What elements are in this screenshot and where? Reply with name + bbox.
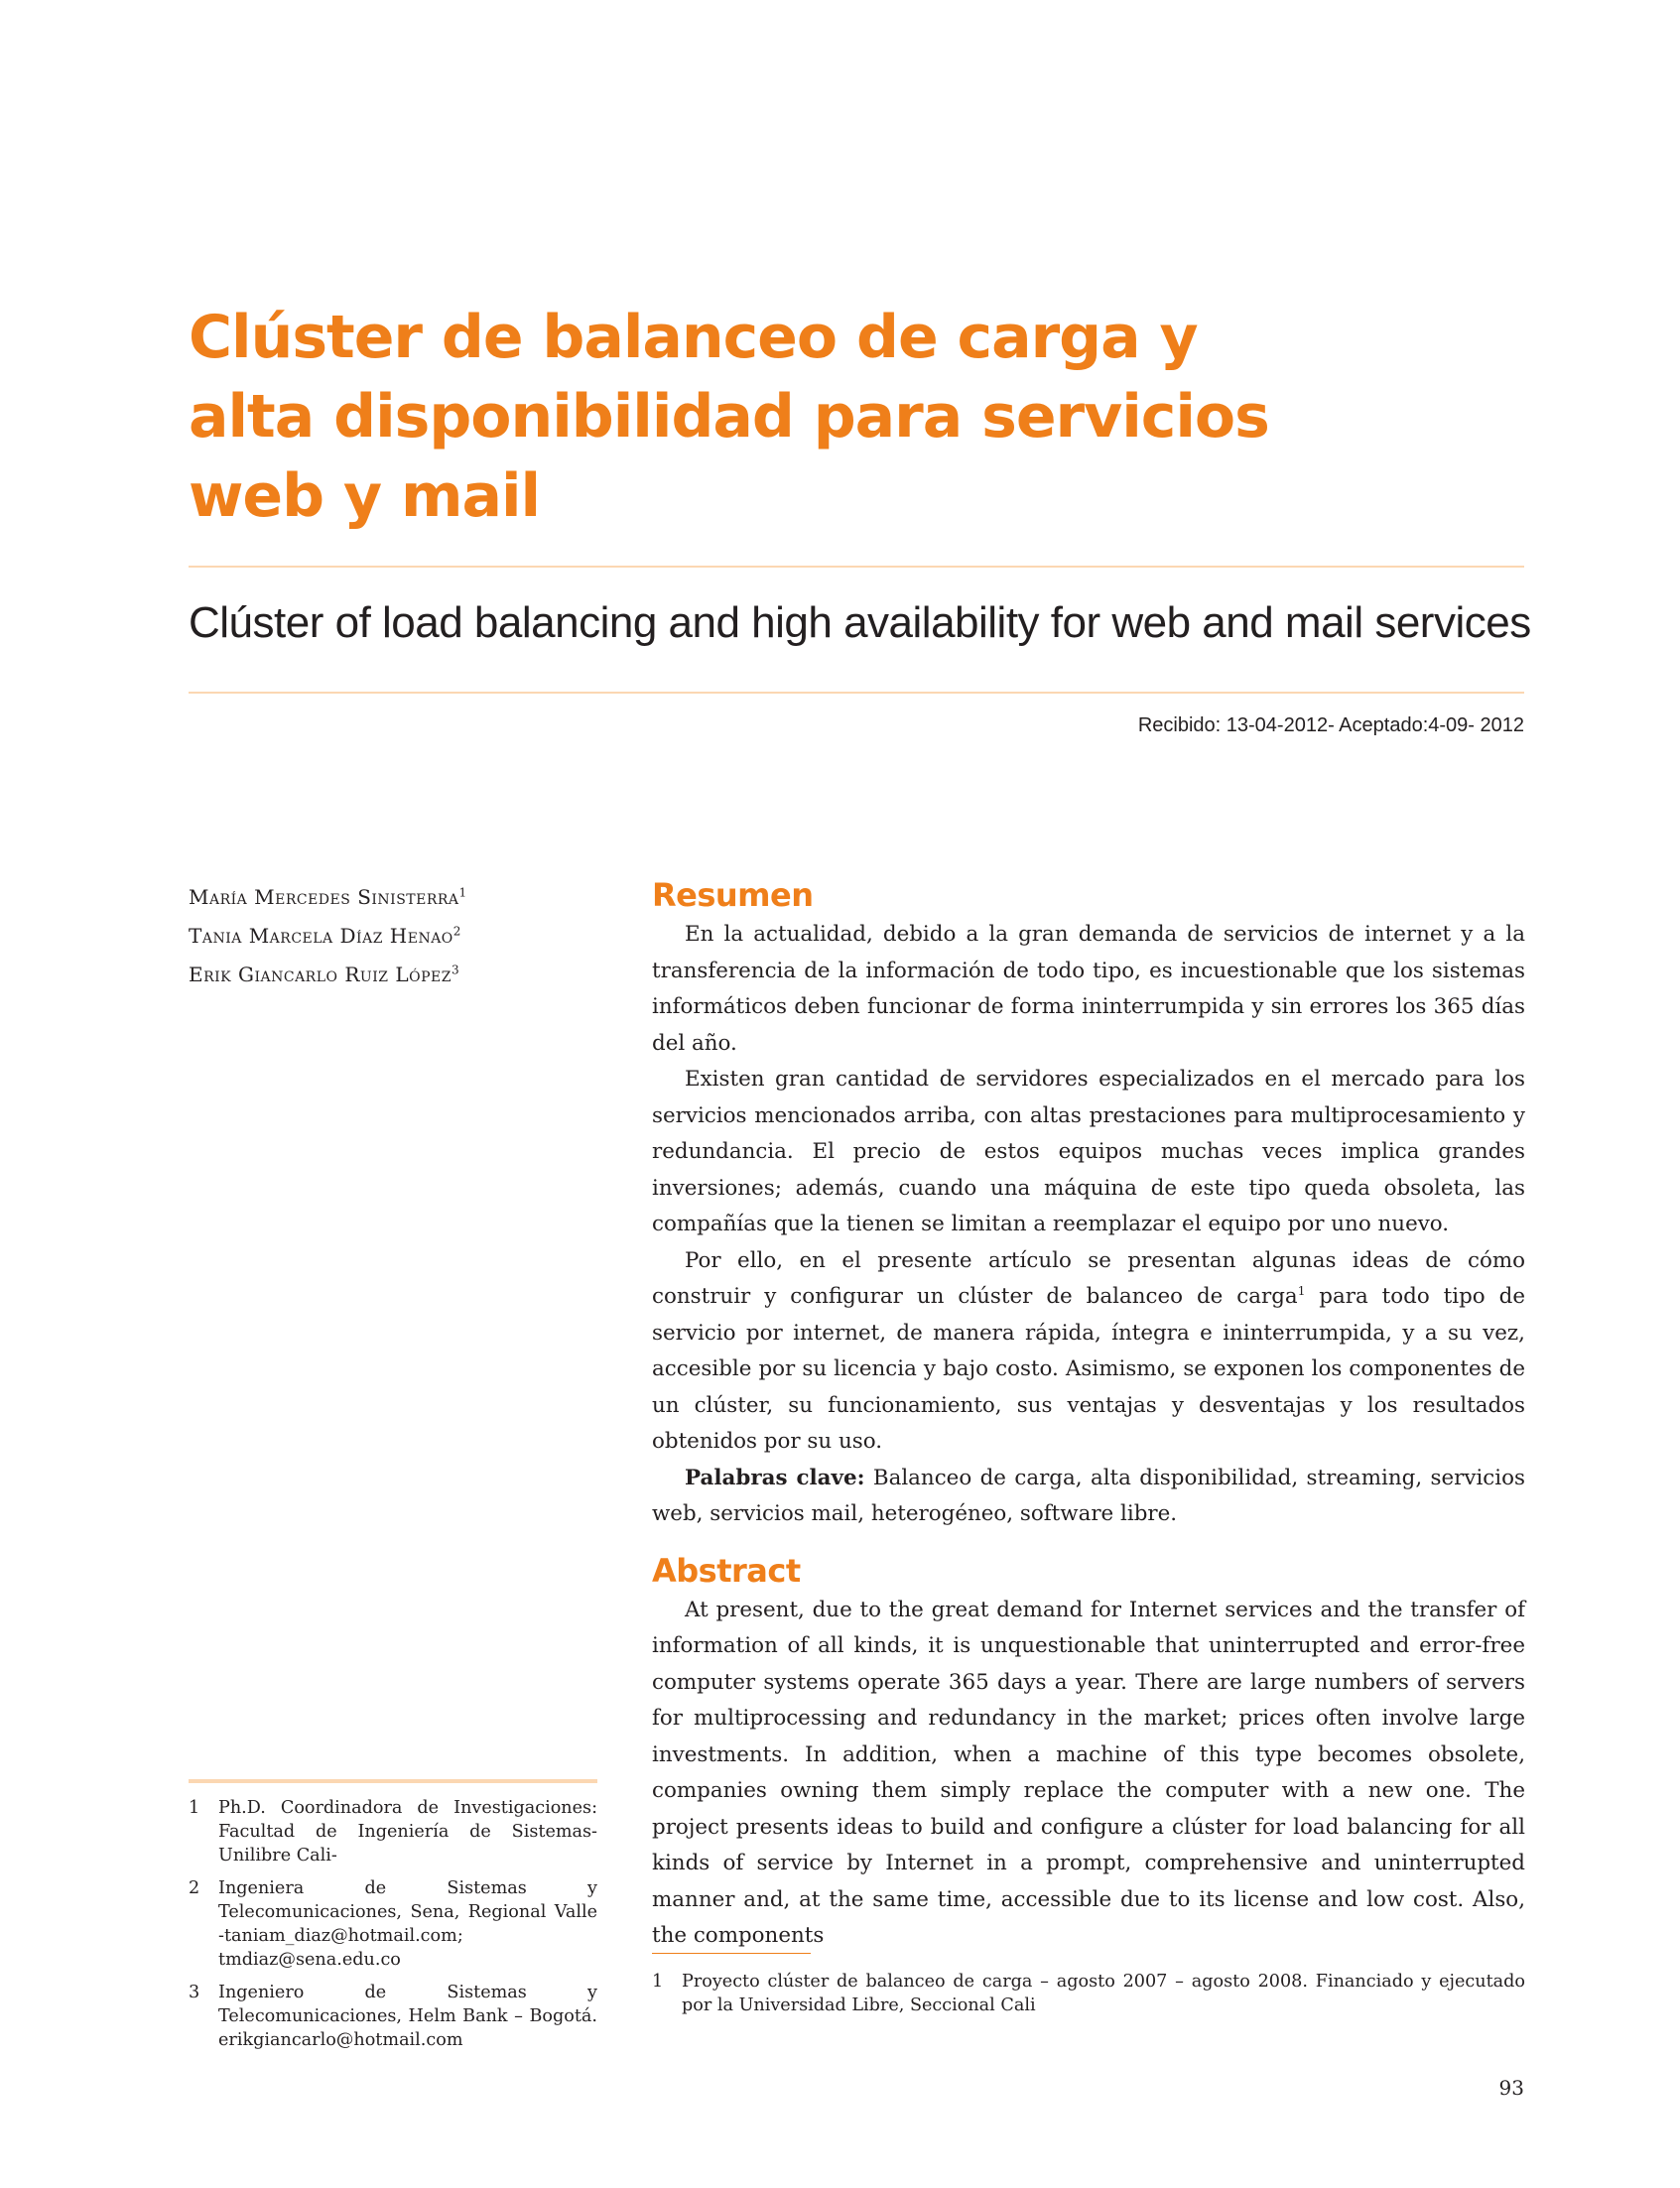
keywords-paragraph [652, 1461, 1525, 1533]
title-line-1: Clúster de balanceo de carga y [189, 303, 1198, 372]
author-1 [189, 878, 605, 917]
resumen-heading: Resumen [652, 876, 814, 914]
footnote-text: Ingeniero de Sistemas y Telecomunicaciones, Helm Bank – Bogotá. erikgiancarlo@hotmail.com [218, 1983, 597, 2050]
english-title: Clúster of load balancing and high availability for web and mail services [189, 598, 1531, 647]
title-line-3: web y mail [189, 461, 541, 531]
abstract-heading: Abstract [652, 1551, 801, 1590]
author-footnote-ref: 3 [451, 963, 460, 977]
author-footnote-ref: 1 [458, 885, 467, 900]
page-number: 93 [1498, 2076, 1524, 2100]
footnote-number: 3 [189, 1983, 200, 2002]
abstract-paragraph-1: At present, due to the great demand for Internet services and the transfer of information of all kinds, it is unquestionable that uninterrupted and error-free computer systems operate 365 days a year. There are large numbers of servers for multiprocessing and redundancy in the market; prices often involve large investments. In addition, when a machine of this type becomes obsolete, companies owning them simply replace the computer with a new one. The project presents ideas to build and configure a clúster for load balancing for all kinds of service by Internet in a prompt, comprehensive and uninterrupted manner and, at the same time, accessible due to its license and low cost. Also, the components [652, 1597, 1525, 1948]
author-list [189, 878, 605, 994]
footnote-number: 2 [189, 1878, 200, 1898]
author-name: Erik Giancarlo Ruiz López [189, 963, 452, 986]
paragraph-text: Por ello, en el presente artículo se presentan algunas ideas de cómo construir y configurar un clúster de balanceo de carga [652, 1247, 1525, 1309]
resumen-paragraph-1: En la actualidad, debido a la gran demanda de servicios de internet y a la transferencia de la información de todo tipo, es incuestionable que los sistemas informáticos deben funcionar de forma ininterrumpida y sin errores los 365 días del año. [652, 922, 1525, 1056]
footnote-item [189, 1796, 597, 1867]
main-column [652, 873, 1525, 1955]
article-title [189, 298, 1280, 536]
footnote-item [652, 1970, 1525, 2017]
author-name: María Mercedes Sinisterra [189, 885, 459, 909]
divider-bottom [189, 692, 1524, 694]
footnote-text: Ph.D. Coordinadora de Investigaciones: Facultad de Ingeniería de Sistemas-Unilibre Cali- [218, 1798, 597, 1866]
project-footnote [652, 1970, 1525, 2026]
received-accepted-dates: Recibido: 13-04-2012- Aceptado:4-09- 2012 [1137, 714, 1524, 736]
resumen-paragraph-3 [652, 1243, 1525, 1461]
paragraph-text: para todo tipo de servicio por internet, de manera rápida, íntegra e ininterrumpida, y a su vez, accesible por su licencia y bajo costo. Asimismo, se exponen los componentes de un clúster, su funcionamiento, sus ventajas y desventajas y los resultados obtenidos por su uso. [652, 1284, 1526, 1454]
footnote-divider-left [189, 1779, 597, 1783]
divider-top [189, 566, 1524, 568]
keywords-text: Balanceo de carga, alta disponibilidad, streaming, servicios web, servicios mail, heterogéneo, software libre. [652, 1465, 1525, 1526]
author-footnote-ref: 2 [452, 924, 461, 939]
footnote-item [189, 1981, 597, 2052]
footnote-number: 1 [652, 1972, 664, 1992]
footnote-divider-right [652, 1953, 811, 1954]
author-2 [189, 917, 605, 956]
footnote-text: Proyecto clúster de balanceo de carga – agosto 2007 – agosto 2008. Financiado y ejecutado por la Universidad Libre, Seccional Cali [682, 1972, 1525, 2015]
author-footnotes [189, 1796, 597, 2061]
title-line-2: alta disponibilidad para servicios [189, 382, 1269, 451]
resumen-paragraph-2: Existen gran cantidad de servidores especializados en el mercado para los servicios mencionados arriba, con altas prestaciones para multiprocesamiento y redundancia. El precio de estos equipos muchas veces implica grandes inversiones; además, cuando una máquina de este tipo queda obsoleta, las compañías que la tienen se limitan a reemplazar el equipo por uno nuevo. [652, 1067, 1525, 1236]
author-name: Tania Marcela Díaz Henao [189, 924, 453, 948]
author-3 [189, 956, 605, 994]
footnote-ref: 1 [1297, 1283, 1306, 1298]
footnote-item [189, 1876, 597, 1972]
footnote-text: Ingeniera de Sistemas y Telecomunicaciones, Sena, Regional Valle -taniam_diaz@hotmail.com; tmdiaz@sena.edu.co [218, 1878, 597, 1970]
keywords-label: Palabras clave: [685, 1465, 865, 1490]
footnote-number: 1 [189, 1798, 200, 1818]
